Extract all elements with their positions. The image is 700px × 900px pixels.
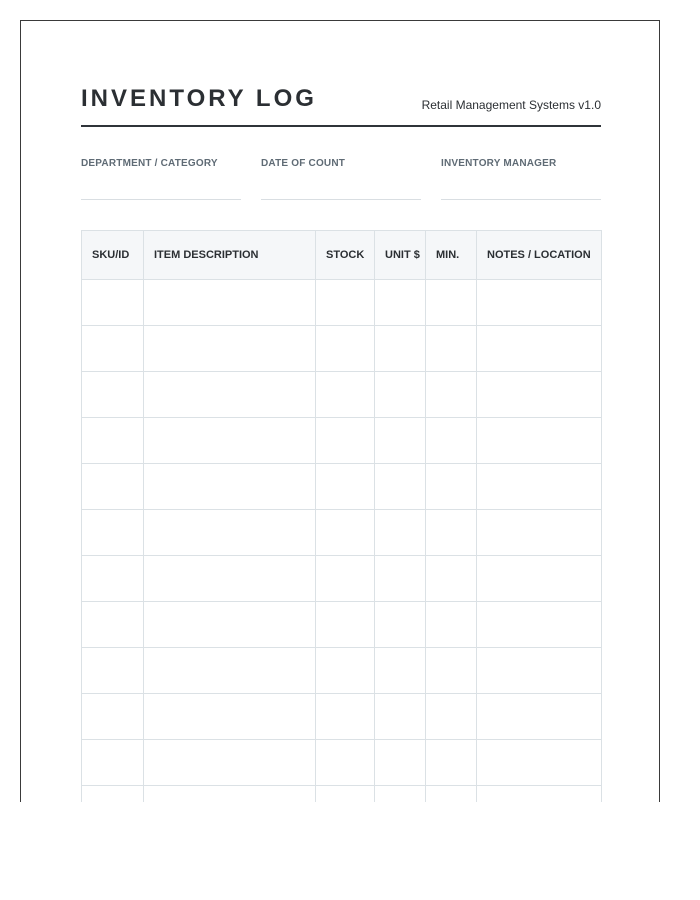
field-label: DEPARTMENT / CATEGORY [81,158,218,169]
table-cell[interactable] [144,556,316,602]
field-input-line[interactable] [441,199,601,200]
table-cell[interactable] [375,740,426,786]
field-label: DATE OF COUNT [261,158,346,169]
table-cell[interactable] [144,372,316,418]
table-cell[interactable] [477,602,602,648]
table-row [82,464,602,510]
table-cell[interactable] [82,326,144,372]
table-cell[interactable] [426,372,477,418]
document-subtitle: Retail Management Systems v1.0 [421,98,601,112]
table-cell[interactable] [144,326,316,372]
table-cell[interactable] [426,786,477,803]
document-header [81,87,601,127]
table-cell[interactable] [477,510,602,556]
table-cell[interactable] [144,280,316,326]
column-header-stock: STOCK [316,231,375,280]
table-cell[interactable] [82,280,144,326]
table-cell[interactable] [316,694,375,740]
table-cell[interactable] [477,372,602,418]
table-row [82,740,602,786]
column-header-sku-id: SKU/ID [82,231,144,280]
column-header-notes-location: NOTES / LOCATION [477,231,602,280]
table-cell[interactable] [477,280,602,326]
column-header-min: MIN. [426,231,477,280]
table-row [82,280,602,326]
document-title: INVENTORY LOG [81,85,317,112]
table-cell[interactable] [144,786,316,803]
table-cell[interactable] [316,280,375,326]
table-row [82,418,602,464]
table-cell[interactable] [316,372,375,418]
table-row [82,326,602,372]
table-row [82,648,602,694]
field-department-category[interactable] [81,159,241,200]
table-cell[interactable] [426,280,477,326]
table-cell[interactable] [477,418,602,464]
inventory-table [81,230,602,802]
table-row [82,786,602,803]
field-input-line[interactable] [261,199,421,200]
table-cell[interactable] [375,280,426,326]
table-header [82,231,602,280]
table-cell[interactable] [82,786,144,803]
table-cell[interactable] [144,602,316,648]
table-cell[interactable] [477,326,602,372]
table-cell[interactable] [477,556,602,602]
table-header-row [82,231,602,280]
table-cell[interactable] [316,418,375,464]
table-cell[interactable] [144,648,316,694]
table-cell[interactable] [375,648,426,694]
table-cell[interactable] [375,326,426,372]
table-cell[interactable] [316,648,375,694]
table-cell[interactable] [375,418,426,464]
table-cell[interactable] [82,510,144,556]
table-cell[interactable] [82,372,144,418]
table-cell[interactable] [477,464,602,510]
table-cell[interactable] [426,326,477,372]
table-cell[interactable] [316,786,375,803]
table-row [82,556,602,602]
table-body [82,280,602,803]
table-cell[interactable] [144,464,316,510]
table-cell[interactable] [477,694,602,740]
table-cell[interactable] [316,510,375,556]
table-row [82,510,602,556]
table-cell[interactable] [316,326,375,372]
table-cell[interactable] [426,556,477,602]
table-cell[interactable] [375,556,426,602]
table-cell[interactable] [477,786,602,803]
field-input-line[interactable] [81,199,241,200]
table-cell[interactable] [375,510,426,556]
table-cell[interactable] [82,556,144,602]
table-cell[interactable] [477,740,602,786]
column-header-item-description: ITEM DESCRIPTION [144,231,316,280]
table-cell[interactable] [82,648,144,694]
table-cell[interactable] [144,694,316,740]
table-cell[interactable] [426,602,477,648]
sheet-content [81,87,601,802]
table-cell[interactable] [82,418,144,464]
field-inventory-manager[interactable] [441,159,601,200]
header-fields [81,159,601,200]
table-cell[interactable] [426,694,477,740]
table-row [82,602,602,648]
table-cell[interactable] [316,556,375,602]
table-cell[interactable] [426,418,477,464]
table-row [82,372,602,418]
table-cell[interactable] [426,464,477,510]
table-cell[interactable] [426,510,477,556]
table-cell[interactable] [144,510,316,556]
table-cell[interactable] [375,602,426,648]
field-label: INVENTORY MANAGER [441,158,557,169]
column-header-unit-price: UNIT $ [375,231,426,280]
table-cell[interactable] [477,648,602,694]
table-cell[interactable] [82,464,144,510]
table-cell[interactable] [426,648,477,694]
table-cell[interactable] [375,464,426,510]
table-cell[interactable] [316,740,375,786]
table-cell[interactable] [82,740,144,786]
inventory-log-sheet [20,20,660,802]
table-row [82,694,602,740]
field-date-of-count[interactable] [261,159,421,200]
table-cell[interactable] [375,372,426,418]
table-cell[interactable] [316,602,375,648]
table-cell[interactable] [316,464,375,510]
table-cell[interactable] [82,602,144,648]
table-cell[interactable] [375,694,426,740]
table-cell[interactable] [426,740,477,786]
table-cell[interactable] [144,418,316,464]
table-cell[interactable] [375,786,426,803]
table-cell[interactable] [82,694,144,740]
table-cell[interactable] [144,740,316,786]
